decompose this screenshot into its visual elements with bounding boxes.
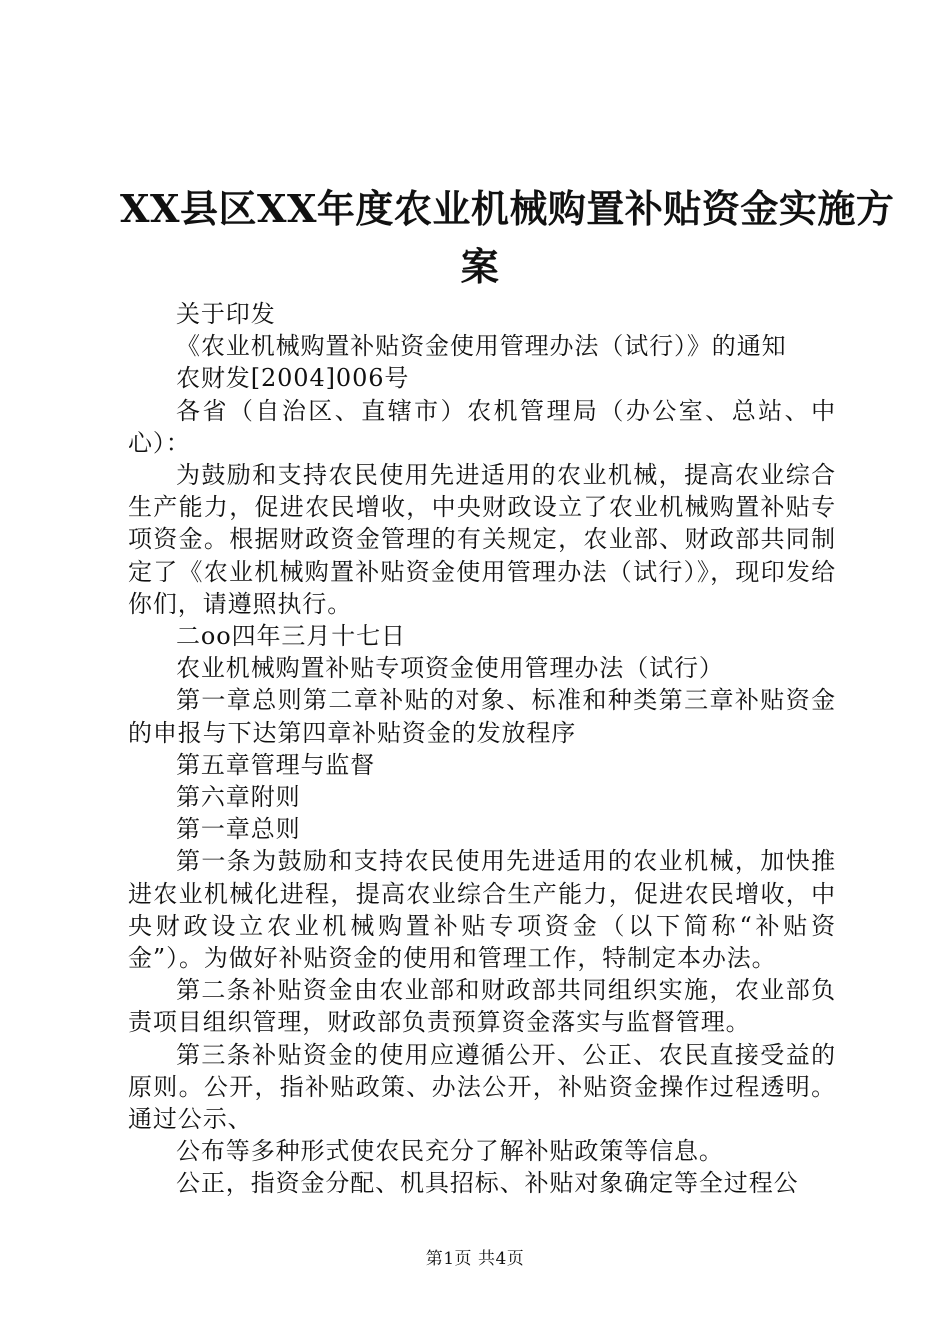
paragraph: 第二条补贴资金由农业部和财政部共同组织实施，农业部负责项目组织管理，财政部负责预算资金落实与监督管理。 — [128, 976, 836, 1037]
document-body — [128, 298, 836, 1200]
paragraph: 二oo四年三月十七日 — [176, 622, 406, 651]
paragraph: 第一条为鼓励和支持农民使用先进适用的农业机械，加快推进农业机械化进程，提高农业综合生产能力，促进农民增收，中央财政设立农业机械购置补贴专项资金（以下简称“补贴资金”）。为做好补贴资金的使用和管理工作，特制定本办法。 — [128, 847, 836, 973]
paragraph: 第一章总则 — [176, 815, 301, 844]
paragraph: 各省（自治区、直辖市）农机管理局（办公室、总站、中心）： — [128, 396, 836, 457]
paragraph: 公正，指资金分配、机具招标、补贴对象确定等全过程公 — [176, 1169, 799, 1198]
paragraph: 农业机械购置补贴专项资金使用管理办法（试行） — [176, 654, 724, 683]
document-title-line2: 案 — [460, 244, 500, 289]
paragraph: 农财发[2004]006号 — [176, 364, 410, 393]
paragraph: 第三条补贴资金的使用应遵循公开、公正、农民直接受益的原则。公开，指补贴政策、办法公开，补贴资金操作过程透明。通过公示、 — [128, 1040, 836, 1134]
document-title-line1: XX县区XX年度农业机械购置补贴资金实施方 — [120, 186, 895, 231]
paragraph: 第六章附则 — [176, 783, 301, 812]
paragraph: 为鼓励和支持农民使用先进适用的农业机械，提高农业综合生产能力，促进农民增收，中央财政设立了农业机械购置补贴专项资金。根据财政资金管理的有关规定，农业部、财政部共同制定了《农业机械购置补贴资金使用管理办法（试行）》，现印发给你们，请遵照执行。 — [128, 461, 836, 618]
paragraph: 关于印发 — [176, 300, 276, 328]
paragraph: 公布等多种形式使农民充分了解补贴政策等信息。 — [176, 1137, 724, 1166]
page-footer: 第1页 共4页 — [425, 1249, 525, 1269]
paragraph: 第五章管理与监督 — [176, 750, 376, 779]
paragraph: 第一章总则第二章补贴的对象、标准和种类第三章补贴资金的申报与下达第四章补贴资金的发放程序 — [128, 686, 836, 747]
paragraph: 《农业机械购置补贴资金使用管理办法（试行）》的通知 — [176, 332, 787, 361]
